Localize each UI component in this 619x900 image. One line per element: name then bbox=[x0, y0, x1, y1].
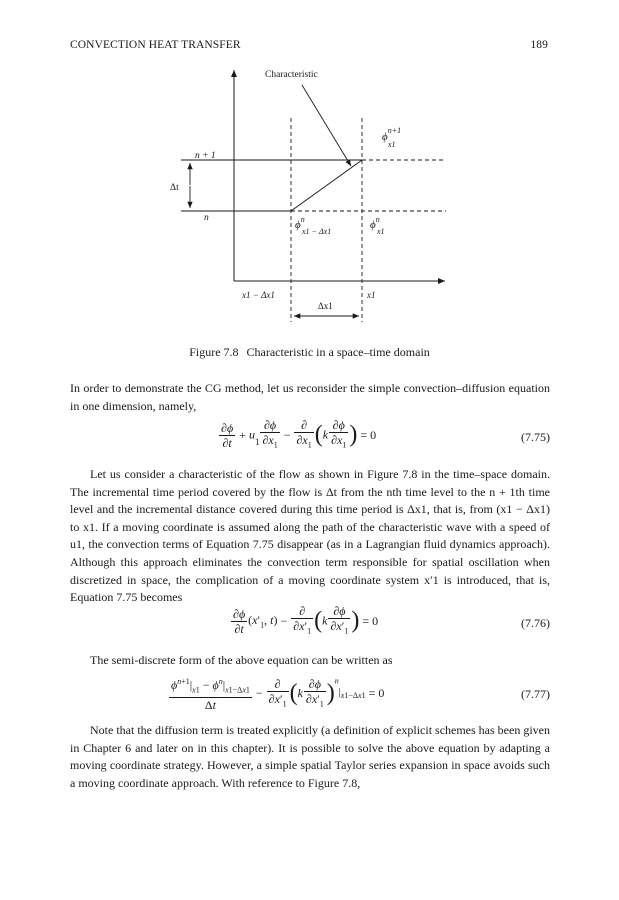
equation-number-7-75: (7.75) bbox=[521, 430, 550, 444]
label-x1: x1 bbox=[367, 290, 376, 300]
label-delta-x: Δx1 bbox=[318, 301, 333, 311]
label-characteristic: Characteristic bbox=[265, 70, 318, 80]
label-phi-n1: $\phi^{n+1}$ x1 bbox=[382, 126, 402, 149]
label-phi-right: $\phi^n$ x1 bbox=[370, 215, 385, 236]
equation-7-76: $\frac{\partial\phi}{\partial t}$ ($x'_1$, t) − ∂ $\partial x'_1$ (k $\frac{\partial\phi}{\partial x'_1}$ ) = 0 (7.76) bbox=[233, 604, 550, 636]
label-x-minus-dx: x1 − Δx1 bbox=[242, 290, 275, 300]
equation-number-7-77: (7.77) bbox=[521, 687, 550, 701]
paragraph-intro: In order to demonstrate the CG method, let us reconsider the simple convection–diffusion equation in one dimension, namely, bbox=[70, 381, 550, 413]
paragraph-characteristic: Let us consider a characteristic of the flow as shown in Figure 7.8 in the time–space domain. The incremental time period covered by the flow is Δt from the nth time level to the n + 1th time level and the incremental distance covered during this time period is Δx1, that is, from (x1 − Δx1) to x1. If a moving coordinate is assumed along the path of the characteristic wave with a speed of u1, the convection terms of Equation 7.75 disappear (as in a Lagrangian fluid dynamics approach). Although this approach eliminates the convection term responsible for spatial oscillation when discretized in space, the complication of a moving coordinate system x′1 is introduced, that is, Equation 7.75 becomes bbox=[70, 467, 550, 605]
paragraph-semi-discrete: The semi-discrete form of the above equation can be written as bbox=[90, 653, 393, 667]
space-time-figure bbox=[0, 0, 619, 345]
label-n: n bbox=[204, 213, 209, 223]
figure-caption-text: Characteristic in a space–time domain bbox=[246, 345, 430, 359]
label-phi-left: $\phi^n$ x1 − Δx1 bbox=[295, 215, 332, 236]
label-n-plus-1: n + 1 bbox=[195, 151, 216, 161]
paragraph-explicit-note: Note that the diffusion term is treated explicitly (a definition of explicit schemes has been given in Chapter 6 and later on in this chapter). It is possible to solve the above equation by adapting a moving coordinate strategy. However, a simple spatial Taylor series expansion in space avoids such a moving coordinate approach. With reference to Figure 7.8, bbox=[70, 723, 550, 790]
equation-7-75: $\frac{\partial\phi}{\partial t}$ + $u_1$ $\frac{\partial\phi}{\partial x_1}$ − ∂ $\partial x_1$ (k $\frac{\partial\phi}{\partial x_1}$ ) = 0 (7.75) bbox=[221, 418, 550, 450]
running-header-title: CONVECTION HEAT TRANSFER bbox=[70, 39, 241, 51]
equation-7-77: $\frac{\phi^{n+1}|_{x1} - \phi^n|_{x1-\Delta x1}}{\Delta t}$ − ∂ $\partial x'_1$ (k $\frac{\partial\phi}{\partial x'_1}$ )$^n|_{x1-\Delta x1} = 0$ (7.77) bbox=[171, 676, 550, 713]
figure-caption-number: Figure 7.8 bbox=[189, 345, 239, 359]
label-delta-t: Δt bbox=[170, 183, 179, 193]
figure-caption bbox=[0, 345, 619, 360]
characteristic-pointer bbox=[302, 85, 351, 166]
equation-number-7-76: (7.76) bbox=[521, 616, 550, 630]
characteristic-line bbox=[291, 160, 362, 211]
page-number: 189 bbox=[530, 39, 548, 51]
